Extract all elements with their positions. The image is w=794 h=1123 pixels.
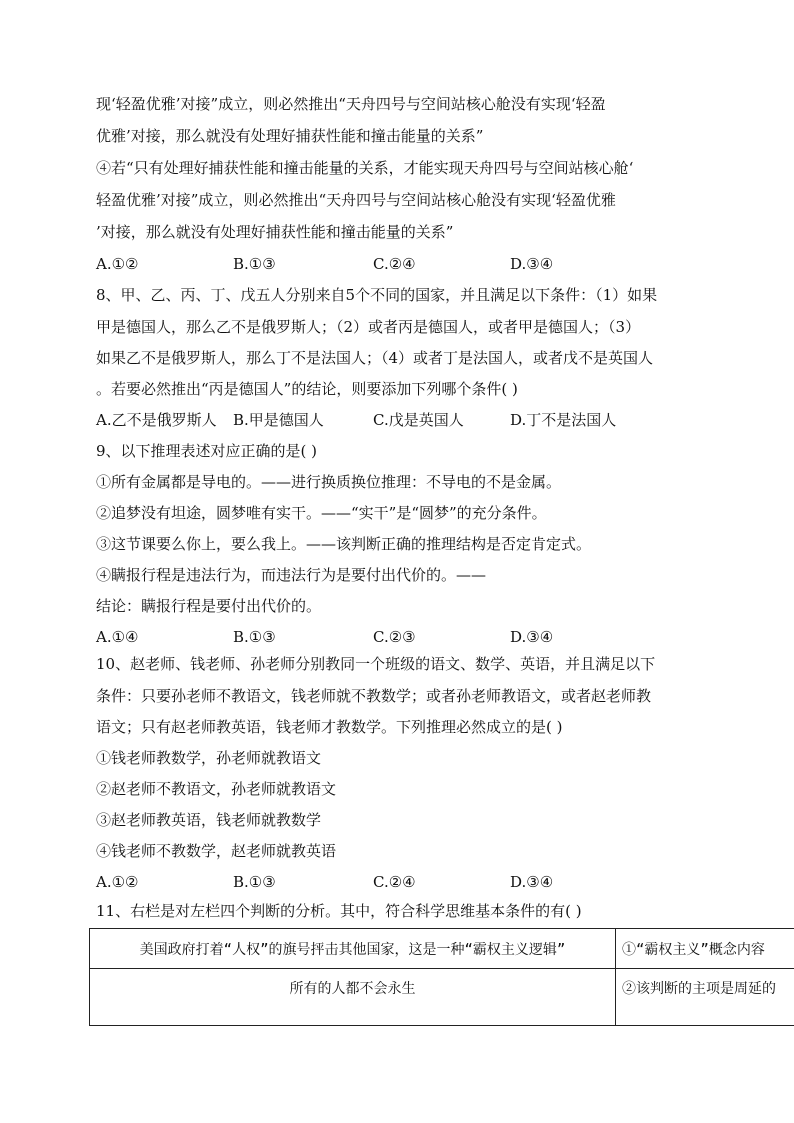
table-row xyxy=(90,969,794,1026)
q7-text-line: ’对接，那么就没有处理好捕获性能和撞击能量的关系” xyxy=(96,223,454,241)
q10-statement-3: ③赵老师教英语，钱老师就教数学 xyxy=(96,811,322,829)
q10-statement-2: ②赵老师不教语文，孙老师就教语文 xyxy=(96,780,337,798)
q11-judgment-cell: 美国政府打着“人权”的旗号抨击其他国家，这是一种“霸权主义逻辑” xyxy=(90,929,616,969)
q10-stem-line: 条件：只要孙老师不教语文，钱老师就不教数学；或者孙老师教语文，或者赵老师教 xyxy=(96,687,652,705)
q9-stem: 9、以下推理表述对应正确的是( ) xyxy=(96,442,318,460)
q7-text-line: 现‘轻盈优雅’对接”成立，则必然推出“天舟四号与空间站核心舱没有实现‘轻盈 xyxy=(96,95,606,113)
q11-judgment-cell: 所有的人都不会永生 xyxy=(90,969,616,1026)
q8-option-b[interactable]: B.甲是德国人 xyxy=(233,411,324,429)
q11-analysis-cell: ①“霸权主义”概念内容 xyxy=(616,929,794,969)
q8-option-d[interactable]: D.丁不是法国人 xyxy=(510,411,617,429)
q8-stem-line: 8、甲、乙、丙、丁、戊五人分别来自5个不同的国家，并且满足以下条件：（1）如果 xyxy=(96,286,658,304)
q7-option-a[interactable]: A.①② xyxy=(96,255,139,273)
q10-stem-line: 10、赵老师、钱老师、孙老师分别教同一个班级的语文、数学、英语，并且满足以下 xyxy=(96,655,656,673)
q7-option-b[interactable]: B.①③ xyxy=(233,255,276,273)
q9-option-a[interactable]: A.①④ xyxy=(96,628,139,646)
q10-option-a[interactable]: A.①② xyxy=(96,873,139,891)
q10-option-b[interactable]: B.①③ xyxy=(233,873,276,891)
q7-text-line: ④若“只有处理好捕获性能和撞击能量的关系，才能实现天舟四号与空间站核心舱‘ xyxy=(96,159,634,177)
q7-text-line: 优雅’对接，那么就没有处理好捕获性能和撞击能量的关系” xyxy=(96,127,484,145)
q9-statement-4: ④瞒报行程是违法行为，而违法行为是要付出代价的。—— xyxy=(96,566,487,584)
q8-option-c[interactable]: C.戊是英国人 xyxy=(373,411,464,429)
q11-analysis-cell: ②该判断的主项是周延的 xyxy=(616,969,794,1026)
q11-stem: 11、右栏是对左栏四个判断的分析。其中，符合科学思维基本条件的有( ) xyxy=(96,902,582,920)
q8-stem-line: 甲是德国人，那么乙不是俄罗斯人；（2）或者丙是德国人，或者甲是德国人；（3） xyxy=(96,318,641,336)
q10-statement-4: ④钱老师不教数学，赵老师就教英语 xyxy=(96,842,337,860)
q9-statement-3: ③这节课要么你上，要么我上。——该判断正确的推理结构是否定肯定式。 xyxy=(96,535,592,553)
q8-option-a[interactable]: A.乙不是俄罗斯人 xyxy=(96,411,217,429)
q10-statement-1: ①钱老师教数学，孙老师就教语文 xyxy=(96,749,322,767)
q11-table xyxy=(89,928,794,1026)
q8-stem-line: 如果乙不是俄罗斯人，那么丁不是法国人；（4）或者丁是法国人，或者戊不是英国人 xyxy=(96,349,654,367)
q8-stem-line: 。若要必然推出“丙是德国人”的结论，则要添加下列哪个条件( ) xyxy=(96,380,518,398)
q9-statement-2: ②追梦没有坦途，圆梦唯有实干。——“实干”是“圆梦”的充分条件。 xyxy=(96,504,547,522)
q10-option-d[interactable]: D.③④ xyxy=(510,873,554,891)
q10-option-c[interactable]: C.②④ xyxy=(373,873,416,891)
table-row xyxy=(90,929,794,969)
q10-stem-line: 语文；只有赵老师教英语，钱老师才教数学。下列推理必然成立的是( ) xyxy=(96,718,563,736)
q9-conclusion: 结论：瞒报行程是要付出代价的。 xyxy=(96,597,322,615)
q9-statement-1: ①所有金属都是导电的。——进行换质换位推理：不导电的不是金属。 xyxy=(96,473,562,491)
q7-text-line: 轻盈优雅’对接”成立，则必然推出“天舟四号与空间站核心舱没有实现‘轻盈优雅 xyxy=(96,191,616,209)
q9-option-b[interactable]: B.①③ xyxy=(233,628,276,646)
q7-option-c[interactable]: C.②④ xyxy=(373,255,416,273)
q9-option-c[interactable]: C.②③ xyxy=(373,628,416,646)
q9-option-d[interactable]: D.③④ xyxy=(510,628,554,646)
q7-option-d[interactable]: D.③④ xyxy=(510,255,554,273)
